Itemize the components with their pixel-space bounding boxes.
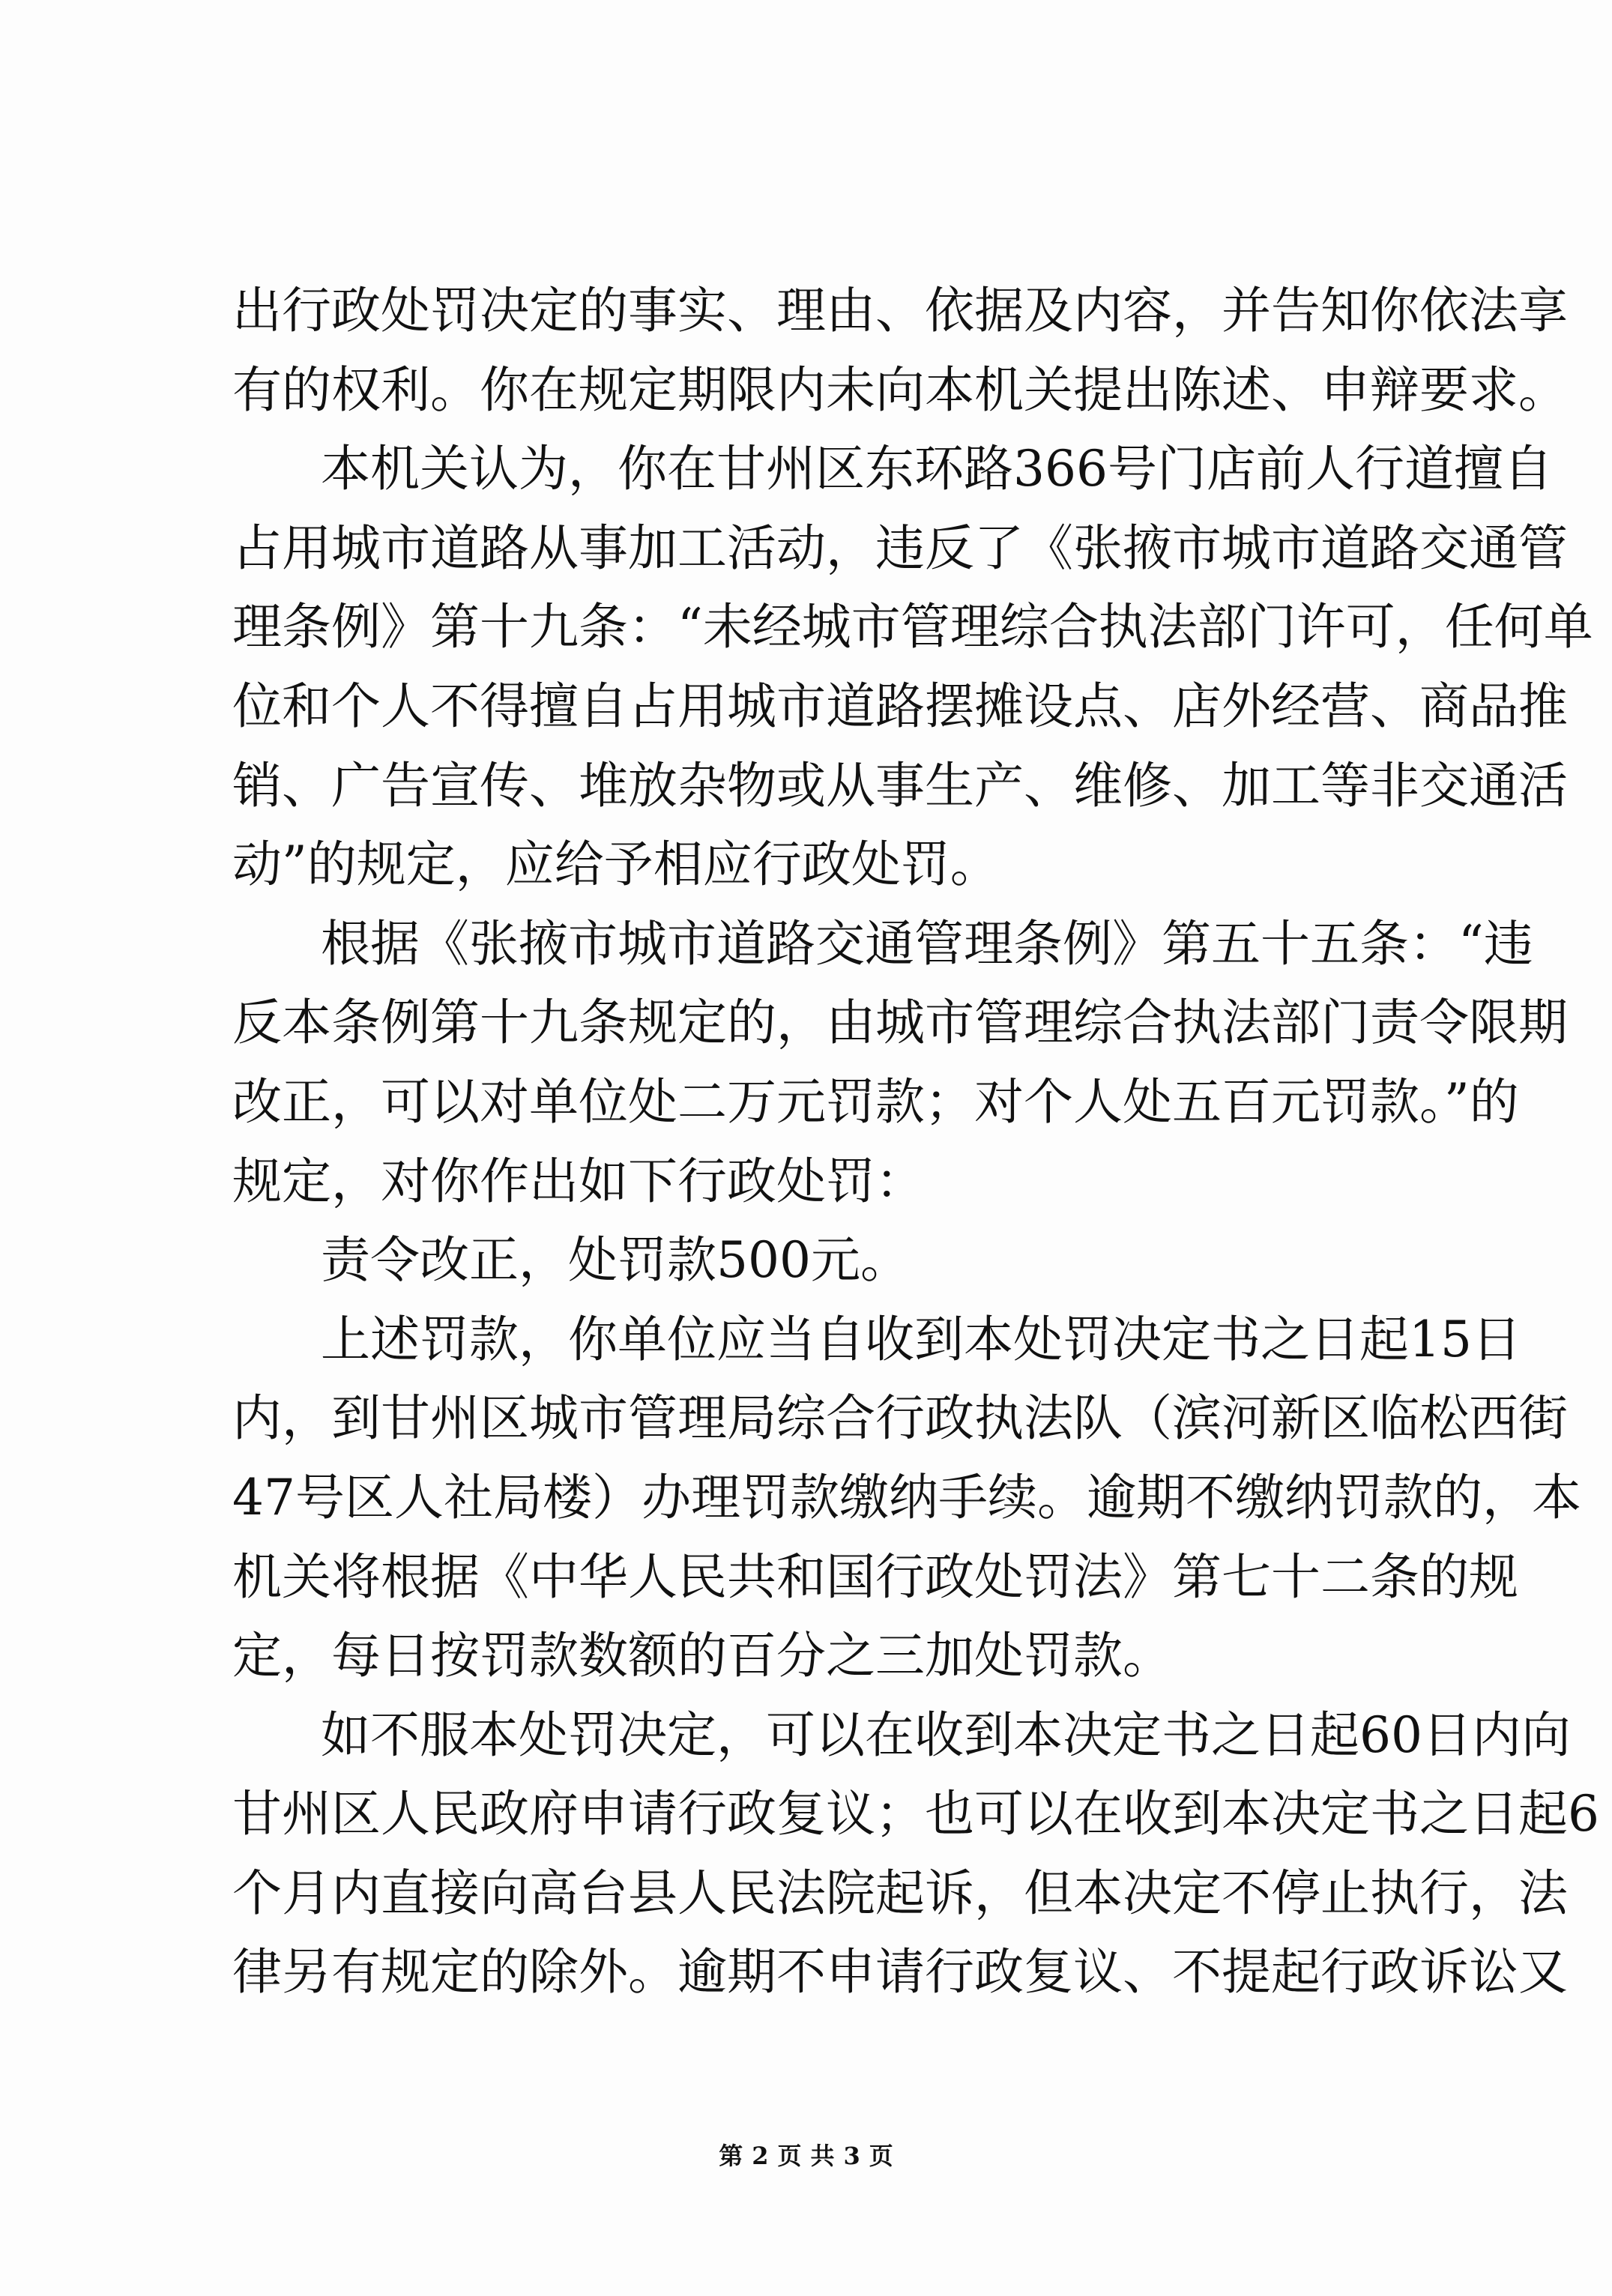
- text-line: 上述罚款，你单位应当自收到本处罚决定书之日起15日: [321, 1310, 1521, 1368]
- text-line: 销、广告宣传、堆放杂物或从事生产、维修、加工等非交通活: [232, 756, 1568, 815]
- text-line: 出行政处罚决定的事实、理由、依据及内容，并告知你依法享: [232, 282, 1568, 339]
- text-line: 动”的规定，应给予相应行政处罚。: [232, 836, 1000, 894]
- text-line: 甘州区人民政府申请行政复议；也可以在收到本决定书之日起6: [232, 1785, 1599, 1843]
- text-line: 根据《张掖市城市道路交通管理条例》第五十五条：“违: [321, 914, 1533, 973]
- footer-ye: 页: [777, 2142, 802, 2170]
- text-line: 律另有规定的除外。逾期不申请行政复议、不提起行政诉讼又: [232, 1943, 1568, 2002]
- text-line: 理条例》第十九条：“未经城市管理综合执法部门许可，任何单: [232, 598, 1593, 656]
- text-line: 内，到甘州区城市管理局综合行政执法队（滨河新区临松西街: [232, 1389, 1568, 1448]
- text-line: 定，每日按罚款数额的百分之三加处罚款。: [232, 1627, 1172, 1685]
- footer-ye: 页: [869, 2142, 893, 2170]
- page-footer: [0, 2137, 1612, 2172]
- text-line: 改正，可以对单位处二万元罚款；对个人处五百元罚款。”的: [232, 1072, 1519, 1131]
- text-line: 反本条例第十九条规定的，由城市管理综合执法部门责令限期: [232, 994, 1568, 1052]
- text-line: 本机关认为，你在甘州区东环路366号门店前人行道擅自: [321, 440, 1553, 498]
- text-line: 位和个人不得擅自占用城市道路摆摊设点、店外经营、商品推: [232, 677, 1568, 735]
- total-pages: 3: [843, 2142, 860, 2170]
- text-line: 47号区人社局楼）办理罚款缴纳手续。逾期不缴纳罚款的，本: [232, 1468, 1581, 1526]
- text-line: 机关将根据《中华人民共和国行政处罚法》第七十二条的规: [232, 1547, 1518, 1606]
- document-body: [232, 271, 1599, 2012]
- text-line: 责令改正，处罚款500元。: [321, 1231, 910, 1290]
- footer-di: 第: [719, 2142, 743, 2170]
- text-line: 占用城市道路从事加工活动，违反了《张掖市城市道路交通管: [232, 519, 1568, 577]
- text-line: 个月内直接向高台县人民法院起诉，但本决定不停止执行，法: [232, 1864, 1568, 1922]
- page-number: 2: [752, 2142, 769, 2170]
- text-line: 如不服本处罚决定，可以在收到本决定书之日起60日内向: [321, 1706, 1571, 1764]
- footer-gong: 共: [810, 2142, 835, 2170]
- text-line: 有的权利。你在规定期限内未向本机关提出陈述、申辩要求。: [232, 360, 1568, 419]
- text-line: 规定，对你作出如下行政处罚：: [232, 1152, 925, 1210]
